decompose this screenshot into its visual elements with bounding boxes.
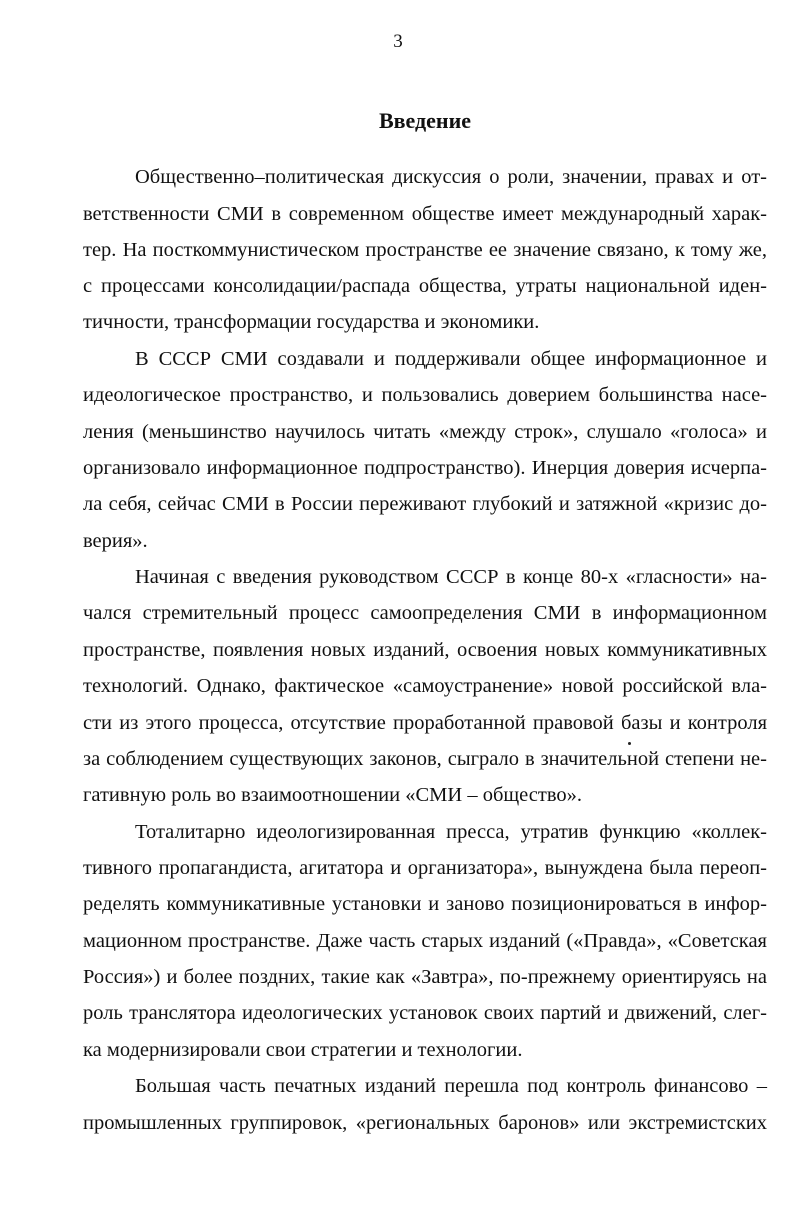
text-line: Тоталитарно идеологизированная пресса, утратив функцию «коллек- [135, 821, 767, 843]
text-line: идеологическое пространство, и пользовались доверием большинства насе- [83, 384, 767, 406]
text-line: В СССР СМИ создавали и поддерживали общее информационное и [135, 348, 767, 370]
text-line: тер. На посткоммунистическом пространстве ее значение связано, к тому же, [83, 239, 767, 261]
text-line: мационном пространстве. Даже часть старых изданий («Правда», «Советская [83, 930, 767, 952]
text-line: технологий. Однако, фактическое «самоустранение» новой российской вла- [83, 675, 767, 697]
text-line: чался стремительный процесс самоопределения СМИ в информационном [83, 602, 767, 624]
text-line: тивного пропагандиста, агитатора и организатора», вынуждена была переоп- [83, 857, 767, 879]
text-line: Россия») и более поздних, такие как «Завтра», по-прежнему ориентируясь на [83, 966, 767, 988]
text-line: Большая часть печатных изданий перешла под контроль финансово – [135, 1075, 767, 1097]
text-line: ления (меньшинство научилось читать «между строк», слушало «голоса» и [83, 421, 767, 443]
text-line: Начиная с введения руководством СССР в конце 80-х «гласности» на- [135, 566, 767, 588]
text-line: пространстве, появления новых изданий, освоения новых коммуникативных [83, 639, 767, 661]
text-line: с процессами консолидации/распада общества, утраты национальной иден- [83, 275, 767, 297]
text-line: за соблюдением существующих законов, сыграло в значительной степени не- [83, 748, 767, 770]
text-line: промышленных группировок, «региональных баронов» или экстремистских [83, 1112, 767, 1134]
text-line: тичности, трансформации государства и экономики. [83, 311, 540, 333]
text-line: верия». [83, 530, 148, 552]
text-line: роль транслятора идеологических установок своих партий и движений, слег- [83, 1002, 767, 1024]
text-line: ла себя, сейчас СМИ в России переживают глубокий и затяжной «кризис до- [83, 493, 767, 515]
page-number: 3 [393, 31, 403, 52]
scan-speck [628, 742, 631, 745]
text-line: гативную роль во взаимоотношении «СМИ – общество». [83, 784, 582, 806]
text-line: сти из этого процесса, отсутствие проработанной правовой базы и контроля [83, 712, 767, 734]
text-line: ветственности СМИ в современном обществе имеет международный харак- [83, 203, 767, 225]
text-line: Общественно–политическая дискуссия о роли, значении, правах и от- [135, 166, 767, 188]
text-line: ределять коммуникативные установки и заново позиционироваться в инфор- [83, 893, 767, 915]
text-line: организовало информационное подпространство). Инерция доверия исчерпа- [83, 457, 767, 479]
page-title: Введение [378, 108, 472, 133]
text-line: ка модернизировали свои стратегии и технологии. [83, 1039, 523, 1061]
